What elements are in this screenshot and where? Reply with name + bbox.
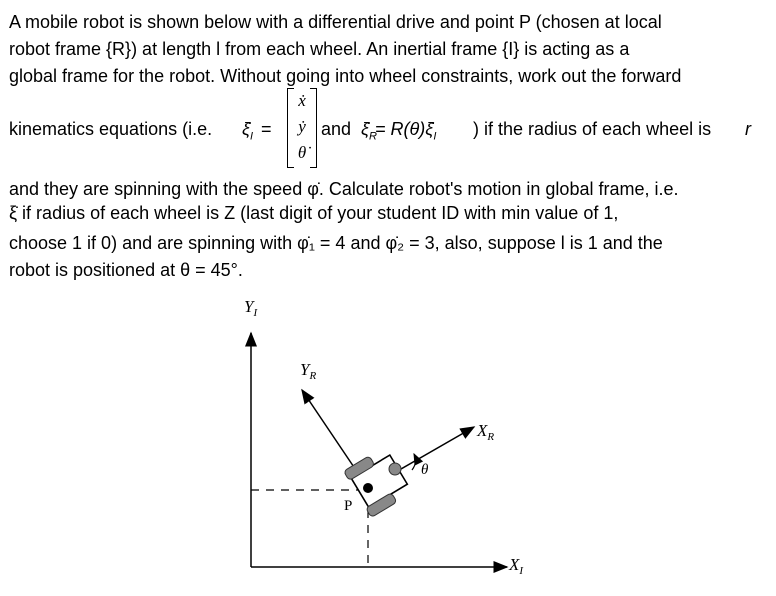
problem-line-6: ξ̇ if radius of each wheel is Z (last digit of your student ID with min value of 1, (9, 203, 619, 223)
problem-line-7: choose 1 if 0) and are spinning with φ̇₁ = 4 and φ̇₂ = 3, also, suppose l is 1 and the (9, 233, 663, 253)
eq-r: r (745, 119, 751, 139)
eq-and: and (321, 119, 352, 139)
label-YR: $Y_R$ (300, 360, 317, 382)
point-P (363, 483, 373, 493)
problem-line-3: global frame for the robot. Without going into wheel constraints, work out the forward (9, 66, 682, 86)
caster-wheel (389, 463, 401, 475)
eq-suffix: ) if the radius of each wheel is (473, 119, 712, 139)
eq-prefix: kinematics equations (i.e. (9, 119, 213, 139)
label-XR: $X_R$ (477, 421, 495, 443)
eq-equals: = (261, 119, 272, 139)
eq-rhs: = $R(\theta)\xi̇_I$ (375, 119, 437, 143)
problem-line-2: robot frame {R}) at length l from each wheel. An inertial frame {I} is acting as a (9, 39, 630, 59)
label-YI: $Y_I$ (244, 297, 258, 319)
problem-line-5: and they are spinning with the speed φ̇. Calculate robot's motion in global frame, i.e. (9, 179, 679, 199)
eq-xi-I: $\xi̇_I$ (242, 119, 254, 143)
label-P: P (344, 498, 353, 514)
robot-body (344, 446, 413, 517)
matrix-y-dot: ẏ (298, 117, 306, 136)
label-XI: $X_I$ (509, 555, 524, 577)
matrix-x-dot: ẋ (298, 91, 306, 110)
eq-xi-R: $\xi̇_R$ (361, 119, 377, 143)
problem-line-8: robot is positioned at θ = 45°. (9, 260, 243, 280)
label-theta: θ (421, 462, 429, 478)
matrix-theta-dot: θ̇ (297, 143, 307, 162)
problem-line-1: A mobile robot is shown below with a differential drive and point P (chosen at local (9, 12, 662, 32)
